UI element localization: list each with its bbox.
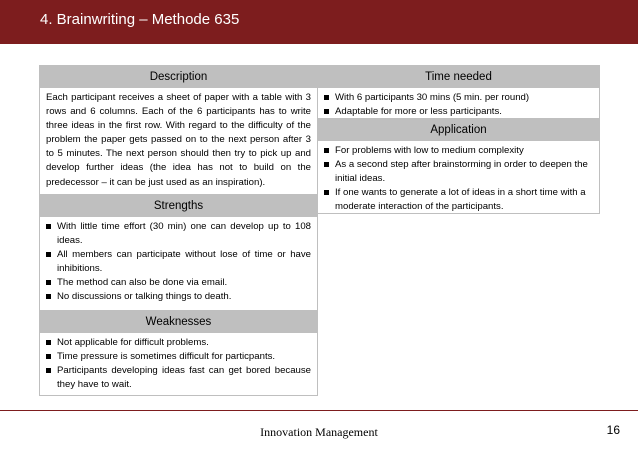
application-panel <box>317 118 600 214</box>
bullet-icon <box>324 95 329 100</box>
bullet-icon <box>46 368 51 373</box>
list-item: With little time effort (30 min) one can develop up to 108 ideas. <box>46 220 311 248</box>
list-item: All members can participate without lose of time or have inhibitions. <box>46 248 311 276</box>
strengths-header: Strengths <box>40 195 317 217</box>
footer-title: Innovation Management <box>260 425 378 439</box>
bullet-icon <box>46 354 51 359</box>
bullet-icon <box>46 340 51 345</box>
time-needed-panel <box>317 65 600 119</box>
bullet-icon <box>46 224 51 229</box>
list-item: Time pressure is sometimes difficult for particpants. <box>46 350 311 364</box>
title-bar <box>0 0 638 44</box>
bullet-icon <box>46 252 51 257</box>
description-panel <box>39 65 318 195</box>
footer-divider <box>0 410 638 411</box>
strengths-list <box>46 220 311 305</box>
time-needed-list <box>324 91 593 119</box>
list-item: As a second step after brainstorming in order to deepen the initial ideas. <box>324 158 593 186</box>
weaknesses-list <box>46 336 311 392</box>
list-item: With 6 participants 30 mins (5 min. per round) <box>324 91 593 105</box>
application-list <box>324 144 593 214</box>
bullet-icon <box>46 280 51 285</box>
description-header: Description <box>40 66 317 88</box>
weaknesses-header: Weaknesses <box>40 311 317 333</box>
description-text: Each participant receives a sheet of paper with a table with 3 rows and 6 columns. Each of the 6 participants has to write three ideas in the first row. With regard to the difficulty of the problem the paper gets passed on to the next person after 3 to 5 minutes. The next person should then try to pick up and develop further ideas (the idea has not to build on the predecessor – it can be just used as an inspiration). <box>46 92 311 188</box>
bullet-icon <box>324 148 329 153</box>
slide-title: 4. Brainwriting – Methode 635 <box>40 11 240 28</box>
application-header: Application <box>318 119 599 141</box>
bullet-icon <box>324 109 329 114</box>
list-item: The method can also be done via email. <box>46 276 311 290</box>
list-item: For problems with low to medium complexity <box>324 144 593 158</box>
list-item: If one wants to generate a lot of ideas in a short time with a moderate interaction of the participants. <box>324 186 593 214</box>
bullet-icon <box>324 162 329 167</box>
list-item: No discussions or talking things to death. <box>46 290 311 304</box>
page-number: 16 <box>606 423 620 437</box>
list-item: Adaptable for more or less participants. <box>324 105 593 119</box>
bullet-icon <box>324 190 329 195</box>
weaknesses-panel <box>39 310 318 396</box>
strengths-panel <box>39 194 318 311</box>
list-item: Not applicable for difficult problems. <box>46 336 311 350</box>
bullet-icon <box>46 294 51 299</box>
list-item: Participants developing ideas fast can get bored because they have to wait. <box>46 364 311 392</box>
time-needed-header: Time needed <box>318 66 599 88</box>
